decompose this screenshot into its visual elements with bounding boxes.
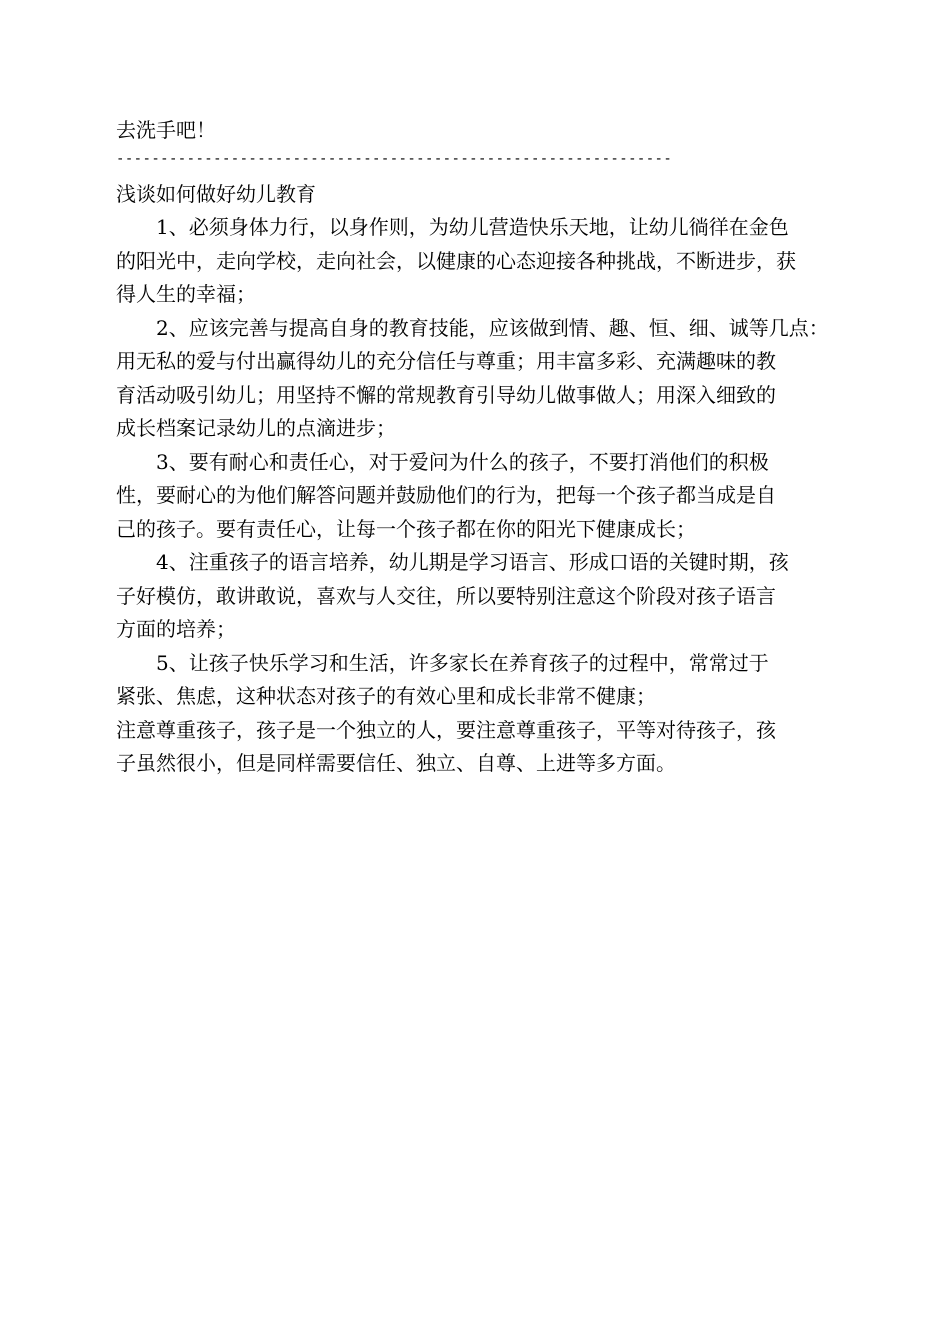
paragraph-row: 子虽然很小，但是同样需要信任、独立、自尊、上进等多方面。 — [116, 751, 676, 775]
paragraph-6 — [116, 714, 838, 781]
document-page — [116, 114, 838, 781]
paragraph-4 — [116, 546, 838, 647]
paragraph-1 — [116, 211, 838, 312]
paragraph-row: 方面的培养； — [116, 617, 236, 641]
paragraph-row: 性，要耐心的为他们解答问题并鼓励他们的行为，把每一个孩子都当成是自 — [116, 483, 776, 507]
paragraph-row: 的阳光中，走向学校，走向社会，以健康的心态迎接各种挑战，不断进步，获 — [116, 248, 796, 273]
article-title: 浅谈如何做好幼儿教育 — [116, 181, 316, 206]
paragraph-row: 成长档案记录幼儿的点滴进步； — [116, 416, 396, 440]
paragraph-row: 1、必须身体力行，以身作则，为幼儿营造快乐天地，让幼儿徜徉在金色 — [156, 215, 789, 239]
paragraph-row: 4、注重孩子的语言培养，幼儿期是学习语言、形成口语的关键时期，孩 — [156, 550, 789, 574]
paragraph-row: 得人生的幸福； — [116, 282, 256, 306]
separator-line: --------------------------------------------------------------- — [116, 150, 673, 167]
lead-line: 去洗手吧！ — [116, 118, 216, 142]
paragraph-row: 2、应该完善与提高自身的教育技能，应该做到情、趣、恒、细、诚等几点： — [156, 315, 829, 340]
paragraph-row: 3、要有耐心和责任心，对于爱问为什么的孩子，不要打消他们的积极 — [156, 449, 769, 474]
paragraph-row: 子好模仿，敢讲敢说，喜欢与人交往，所以要特别注意这个阶段对孩子语言 — [116, 583, 776, 608]
paragraph-row: 5、让孩子快乐学习和生活，许多家长在养育孩子的过程中，常常过于 — [156, 650, 769, 675]
paragraph-row: 育活动吸引幼儿；用坚持不懈的常规教育引导幼儿做事做人；用深入细致的 — [116, 382, 776, 407]
paragraph-row: 用无私的爱与付出赢得幼儿的充分信任与尊重；用丰富多彩、充满趣味的教 — [116, 349, 776, 373]
paragraph-row: 紧张、焦虑，这种状态对孩子的有效心里和成长非常不健康； — [116, 684, 656, 708]
paragraph-5 — [116, 647, 838, 714]
paragraph-row: 己的孩子。要有责任心，让每一个孩子都在你的阳光下健康成长； — [116, 516, 696, 541]
paragraph-2 — [116, 312, 838, 446]
paragraph-row: 注意尊重孩子，孩子是一个独立的人，要注意尊重孩子，平等对待孩子，孩 — [116, 717, 776, 742]
paragraph-3 — [116, 446, 838, 547]
